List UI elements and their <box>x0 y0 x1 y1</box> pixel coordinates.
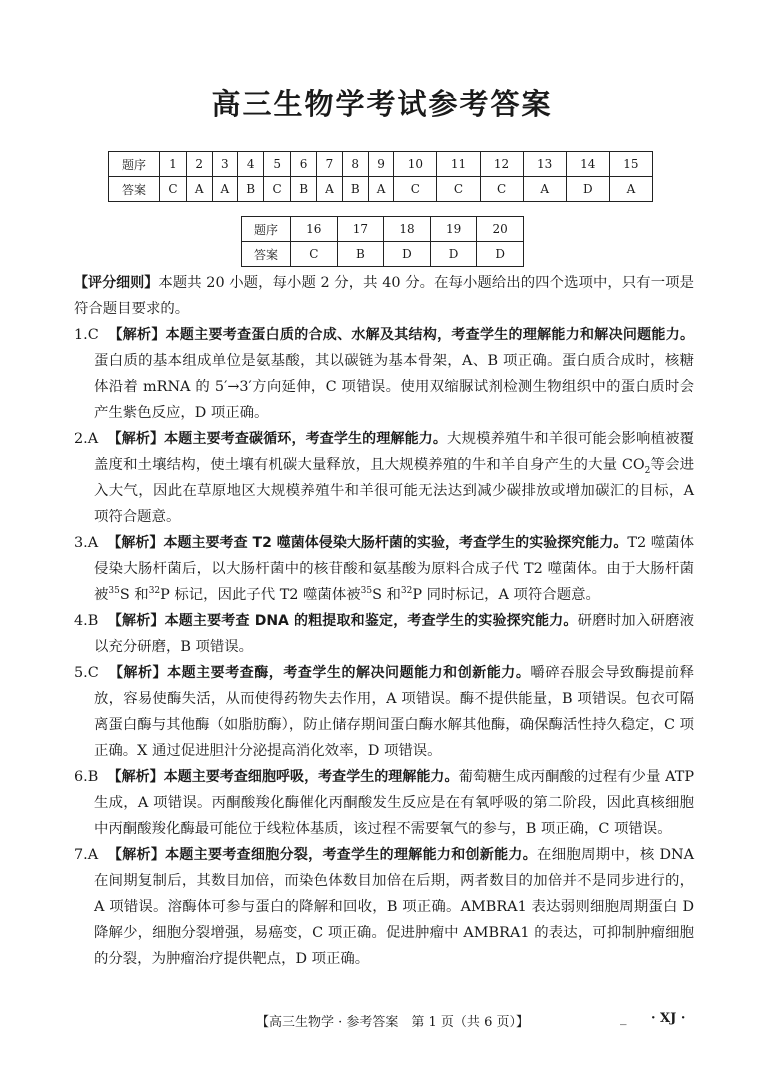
table-cell: 12 <box>480 152 523 177</box>
analysis-label: 【解析】 <box>107 535 164 551</box>
table-cell: 11 <box>437 152 480 177</box>
item-text: 研磨时加入研磨液以充分研磨，B 项错误。 <box>94 613 694 655</box>
table-cell: 13 <box>523 152 566 177</box>
analysis-label: 【解析】 <box>107 613 165 629</box>
grading-note <box>74 270 694 322</box>
item-text: 大规模养殖牛和羊很可能会影响植被覆盖度和土壤结构，使土壤有机碳大量释放，且大规模养殖的牛和羊自身产生的大量 CO <box>94 431 694 473</box>
table-cell: 16 <box>291 217 338 242</box>
item-number: 6. <box>74 769 88 785</box>
table-cell: 1 <box>160 152 187 177</box>
superscript: 32 <box>148 586 161 597</box>
table-cell: 15 <box>609 152 652 177</box>
table-row-answers <box>109 177 653 202</box>
table-cell: 8 <box>342 152 368 177</box>
table-cell: 5 <box>264 152 291 177</box>
item-topic: 本题主要考查 T2 噬菌体侵染大肠杆菌的实验，考查学生的实验探究能力。 <box>163 535 628 551</box>
table-row-numbers <box>109 152 653 177</box>
item-text: S 和 <box>119 587 149 603</box>
table-cell: 9 <box>368 152 394 177</box>
table-cell: 10 <box>394 152 437 177</box>
row-label: 答案 <box>242 242 291 267</box>
item-number: 4. <box>74 613 88 629</box>
table-cell: A <box>609 177 652 202</box>
superscript: 35 <box>108 586 120 597</box>
table-cell: D <box>384 242 431 267</box>
table-cell: 14 <box>566 152 609 177</box>
row-label: 答案 <box>109 177 160 202</box>
item-answer: A <box>87 847 99 863</box>
item-number: 1. <box>74 327 88 343</box>
table-cell: C <box>480 177 523 202</box>
analysis-label: 【解析】 <box>108 665 168 681</box>
grading-label: 【评分细则】 <box>74 275 159 291</box>
superscript: 32 <box>400 586 413 597</box>
item-text: 在细胞周期中，核 DNA 在间期复制后，其数目加倍，而染色体数目加倍在后期，两者数目的加倍并不是同步进行的，A 项错误。溶酶体可参与蛋白的降解和回收，B 项正确。AMBRA1 表达弱则细胞周期蛋白 D 降解少，细胞分裂增强，易癌变，C 项正确。促进肿瘤中 AMBRA1 的表达，可抑制肿瘤细胞的分裂，为肿瘤治疗提供靶点，D 项正确。 <box>94 847 694 967</box>
item-topic: 本题主要考查蛋白质的合成、水解及其结构，考查学生的理解能力和解决问题能力。 <box>165 327 695 343</box>
table-cell: B <box>238 177 264 202</box>
table-cell: B <box>342 177 368 202</box>
table-row-numbers <box>242 217 524 242</box>
item-text: 等会进入大气，因此在草原地区大规模养殖牛和羊很可能无法达到减少碳排放或增加碳汇的目标，A 项符合题意。 <box>94 457 694 525</box>
page-title: 高三生物学考试参考答案 <box>211 87 553 121</box>
table-cell: 18 <box>384 217 431 242</box>
item-text: 葡萄糖生成丙酮酸的过程有少量 ATP 生成，A 项错误。丙酮酸羧化酶催化丙酮酸发生反应是在有氧呼吸的第二阶段，因此真核细胞中丙酮酸羧化酶最可能位于线粒体基质，该过程不需要氧气的参与，B 项正确，C 项错误。 <box>94 769 694 837</box>
table-cell: 2 <box>186 152 212 177</box>
item-text: S 和 <box>372 587 401 603</box>
item-topic: 本题主要考查细胞呼吸，考查学生的理解能力。 <box>163 769 459 785</box>
item-answer: B <box>87 613 99 629</box>
explanation-item-6 <box>74 764 694 842</box>
answer-table-2 <box>241 216 524 267</box>
row-label: 题序 <box>242 217 291 242</box>
footer-dash: _ <box>620 1011 627 1026</box>
grading-text: 本题共 20 小题，每小题 2 分，共 40 分。在每小题给出的四个选项中，只有一项是符合题目要求的。 <box>74 275 695 317</box>
footer-code: · XJ · <box>651 1011 686 1026</box>
item-text: P 同时标记，A 项符合题意。 <box>412 587 600 603</box>
table-cell: A <box>212 177 238 202</box>
item-number: 2. <box>74 431 88 447</box>
explanation-item-3 <box>74 530 694 608</box>
subscript: 2 <box>644 465 651 476</box>
item-answer: C <box>87 327 99 343</box>
answer-table-1 <box>108 151 653 202</box>
table-cell: 4 <box>238 152 264 177</box>
table-cell: B <box>291 177 317 202</box>
table-cell: A <box>186 177 212 202</box>
explanation-item-2 <box>74 426 694 530</box>
table-cell: C <box>264 177 291 202</box>
analysis-label: 【解析】 <box>107 769 164 785</box>
table-row-answers <box>242 242 524 267</box>
analysis-label: 【解析】 <box>108 327 166 343</box>
analysis-label: 【解析】 <box>107 431 165 447</box>
answer-explanations <box>74 270 694 972</box>
table-cell: B <box>337 242 384 267</box>
table-cell: D <box>430 242 477 267</box>
item-number: 7. <box>74 847 88 863</box>
table-cell: A <box>317 177 343 202</box>
item-text: 嚼碎吞服会导致酶提前释放，容易使酶失活，从而使得药物失去作用，A 项错误。酶不提供能量，B 项错误。包衣可隔离蛋白酶与其他酶（如脂肪酶），防止储存期间蛋白酶水解其他酶，确保酶活性持久稳定，C 项正确。X 通过促进胆汁分泌提高消化效率，D 项错误。 <box>94 665 694 759</box>
item-text: 蛋白质的基本组成单位是氨基酸，其以碳链为基本骨架，A、B 项正确。蛋白质合成时，核糖体沿着 mRNA 的 5′→3′方向延伸，C 项错误。使用双缩脲试剂检测生物组织中的蛋白质时会产生紫色反应，D 项正确。 <box>94 353 694 421</box>
item-topic: 本题主要考查细胞分裂，考查学生的理解能力和创新能力。 <box>165 847 538 863</box>
table-cell: 20 <box>477 217 524 242</box>
superscript: 35 <box>360 586 373 597</box>
item-topic: 本题主要考查碳循环，考查学生的理解能力。 <box>164 431 448 447</box>
explanation-item-5 <box>74 660 694 764</box>
explanation-item-7 <box>74 842 694 972</box>
item-number: 5. <box>74 665 88 681</box>
item-topic: 本题主要考查酶，考查学生的解决问题能力和创新能力。 <box>167 665 531 681</box>
table-cell: C <box>394 177 437 202</box>
item-answer: A <box>87 535 99 551</box>
table-cell: 19 <box>430 217 477 242</box>
explanation-item-1 <box>74 322 694 426</box>
table-cell: C <box>160 177 187 202</box>
table-cell: 6 <box>291 152 317 177</box>
table-cell: 3 <box>212 152 238 177</box>
table-cell: A <box>523 177 566 202</box>
table-cell: A <box>368 177 394 202</box>
item-text: P 标记，因此子代 T2 噬菌体被 <box>160 587 361 603</box>
footer-page-info: 【高三生物学 · 参考答案 第 1 页（共 6 页）】 <box>256 1015 529 1030</box>
table-cell: D <box>477 242 524 267</box>
item-text: T2 噬菌体侵染大肠杆菌后，以大肠杆菌中的核苷酸和氨基酸为原料合成子代 T2 噬菌体。由于大肠杆菌被 <box>94 535 694 603</box>
table-cell: 7 <box>317 152 343 177</box>
table-cell: C <box>291 242 338 267</box>
item-answer: B <box>87 769 99 785</box>
table-cell: 17 <box>337 217 384 242</box>
explanation-item-4 <box>74 608 694 660</box>
table-cell: C <box>437 177 480 202</box>
row-label: 题序 <box>109 152 160 177</box>
item-number: 3. <box>74 535 88 551</box>
item-answer: C <box>87 665 99 681</box>
analysis-label: 【解析】 <box>107 847 166 863</box>
table-cell: D <box>566 177 609 202</box>
item-topic: 本题主要考查 DNA 的粗提取和鉴定，考查学生的实验探究能力。 <box>164 613 578 629</box>
item-answer: A <box>87 431 99 447</box>
